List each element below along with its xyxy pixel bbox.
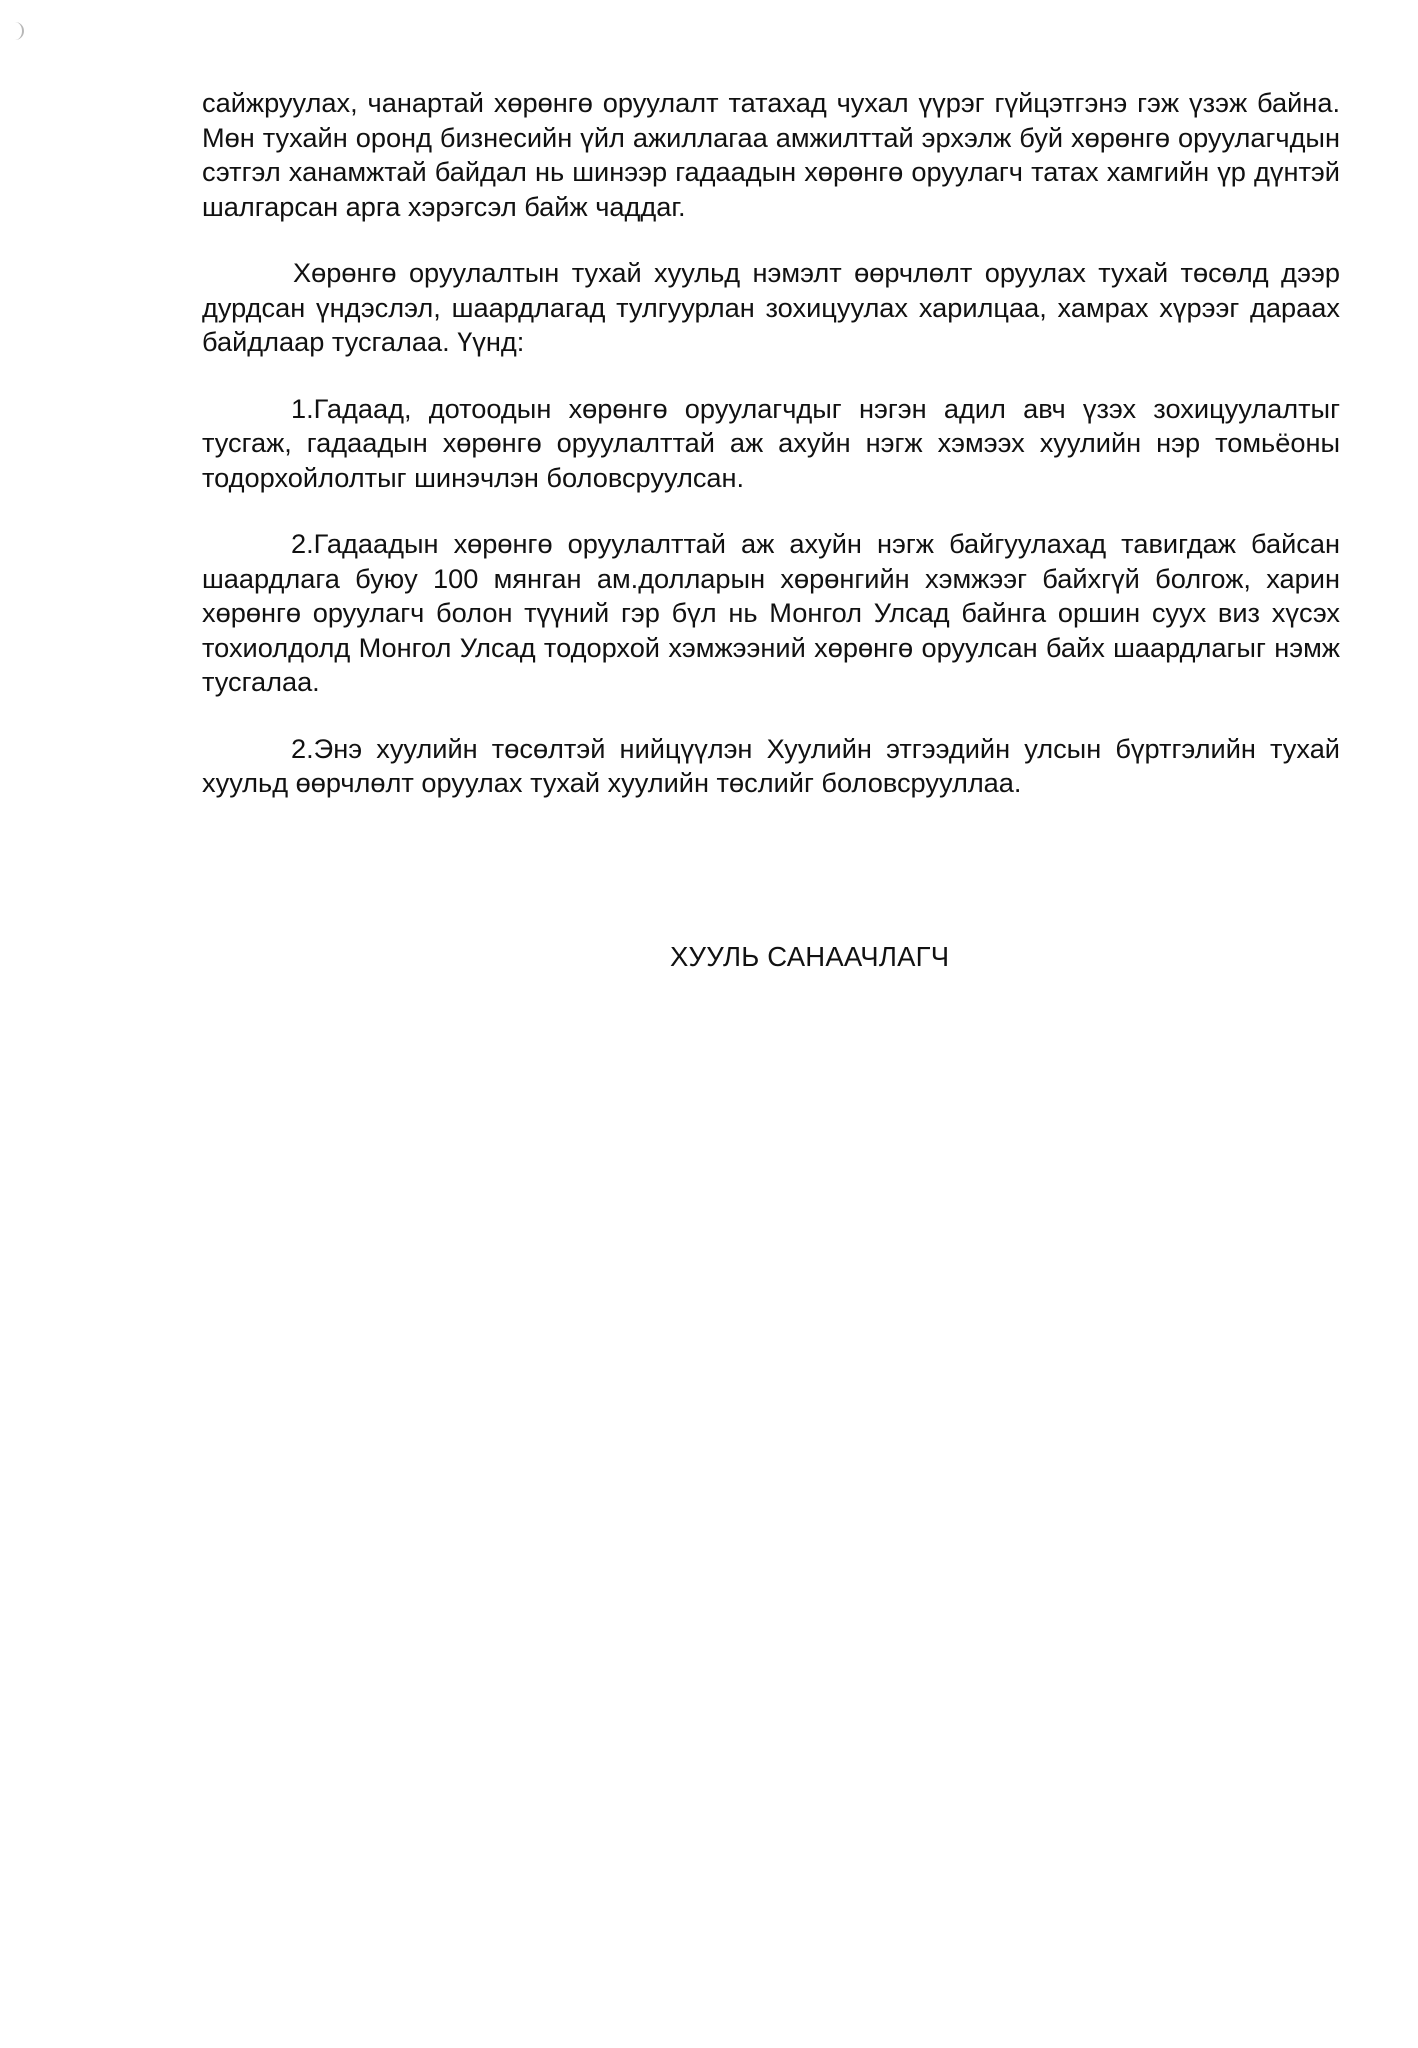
scan-artifact-mark — [14, 22, 24, 40]
list-item-1: 1.Гадаад, дотоодын хөрөнгө оруулагчдыг нэгэн адил авч үзэх зохицуулалтыг тусгаж, гадаадын хөрөнгө оруулалттай аж ахуйн нэгж хэмээх хуулийн нэр томьёоны тодорхойлолтыг шинэчлэн боловсруулсан. — [202, 392, 1340, 493]
paragraph-draft-summary: Хөрөнгө оруулалтын тухай хуульд нэмэлт өөрчлөлт оруулах тухай төсөлд дээр дурдсан үндэслэл, шаардлагад тулгуурлан зохицуулах харилцаа, хамрах хүрээг дараах байдлаар тусгалаа. Үүнд: — [202, 257, 1340, 357]
signature-line: ХУУЛЬ САНААЧЛАГЧ — [670, 941, 950, 972]
paragraph-intro-continuation: сайжруулах, чанартай хөрөнгө оруулалт татахад чухал үүрэг гүйцэтгэнэ гэж үзэж байна. Мөн тухайн оронд бизнесийн үйл ажиллагаа амжилттай эрхэлж буй хөрөнгө оруулагчдын сэтгэл ханамжтай байдал нь шинээр гадаадын хөрөнгө оруулагч татах хамгийн үр дүнтэй шалгарсан арга хэрэгсэл байж чаддаг. — [202, 87, 1340, 222]
list-item-3: 2.Энэ хуулийн төсөлтэй нийцүүлэн Хуулийн этгээдийн улсын бүртгэлийн тухай хуульд өөрчлөлт оруулах тухай хуулийн төслийг боловсрууллаа. — [202, 732, 1340, 798]
document-body — [202, 86, 1340, 833]
list-item-2: 2.Гадаадын хөрөнгө оруулалттай аж ахуйн нэгж байгуулахад тавигдаж байсан шаардлага буюу 100 мянган ам.долларын хөрөнгийн хэмжээг байхгүй болгож, харин хөрөнгө оруулагч болон түүний гэр бүл нь Монгол Улсад байнга оршин суух виз хүсэх тохиолдолд Монгол Улсад тодорхой хэмжээний хөрөнгө оруулсан байх шаардлагыг нэмж тусгалаа. — [202, 528, 1340, 697]
